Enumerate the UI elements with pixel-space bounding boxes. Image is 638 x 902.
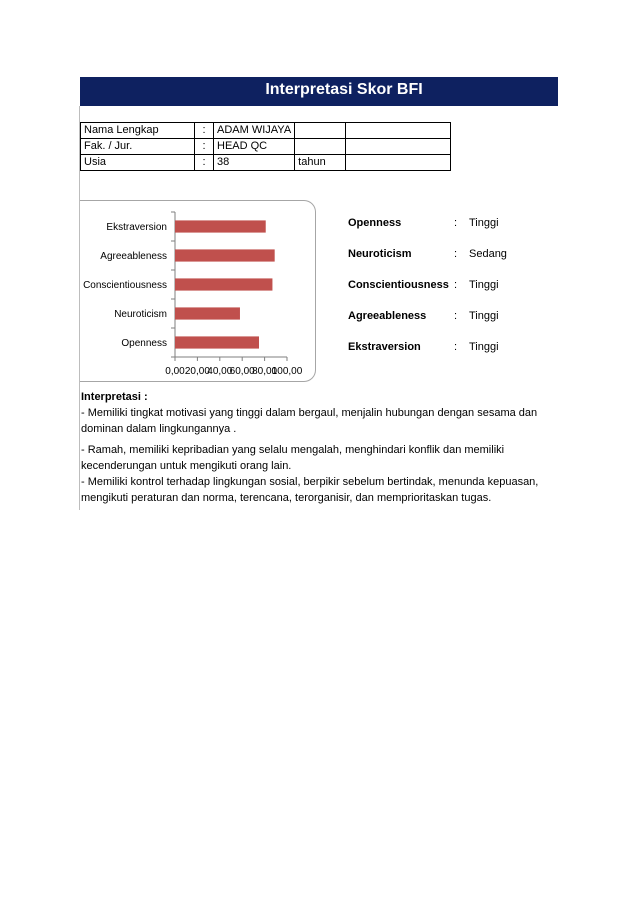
category-label: Neuroticism (114, 309, 167, 320)
bar-openness (175, 336, 259, 348)
table-row (81, 155, 451, 171)
result-trait: Conscientiousness (348, 279, 449, 291)
result-sep: : (454, 310, 458, 322)
title-bar (80, 77, 558, 106)
result-sep: : (454, 248, 458, 260)
interpretation-paragraph: - Memiliki tingkat motivasi yang tinggi dalam bergaul, menjalin hubungan dengan sesama dan dominan dalam lingkungannya . (81, 407, 538, 435)
faculty-value: HEAD QC (214, 139, 295, 155)
age-value: 38 (214, 155, 295, 171)
result-sep: : (454, 341, 458, 353)
x-tick-label: 0,00 (165, 366, 185, 377)
bar-neuroticism (175, 307, 240, 319)
result-trait: Agreeableness (348, 310, 427, 322)
result-sep: : (454, 279, 458, 291)
category-label: Agreeableness (100, 251, 167, 262)
table-row (81, 139, 451, 155)
interpretation-title: Interpretasi : (81, 391, 148, 403)
interpretation-paragraph: - Ramah, memiliki kepribadian yang selalu mengalah, menghindari konflik dan memiliki kecenderungan untuk mengikuti orang lain. (81, 444, 505, 472)
age-sep: : (195, 155, 214, 171)
bar-ekstraversion (175, 220, 266, 232)
interpretation-section (81, 389, 551, 506)
age-unit: tahun (295, 155, 346, 171)
result-sep: : (454, 217, 458, 229)
x-tick-label: 40,00 (207, 366, 233, 377)
result-trait: Ekstraversion (348, 341, 421, 353)
faculty-extra (295, 139, 346, 155)
profile-table (80, 122, 451, 171)
x-tick-label: 20,00 (184, 366, 210, 377)
faculty-sep: : (195, 139, 214, 155)
result-level: Tinggi (469, 217, 499, 229)
name-value: ADAM WIJAYA (214, 123, 295, 139)
x-tick-label: 80,00 (252, 366, 278, 377)
name-sep: : (195, 123, 214, 139)
page-title: Interpretasi Skor BFI (265, 81, 423, 98)
result-level: Tinggi (469, 341, 499, 353)
name-label: Nama Lengkap (81, 123, 195, 139)
empty-cell (346, 139, 451, 155)
result-level: Tinggi (469, 279, 499, 291)
result-trait: Neuroticism (348, 248, 412, 260)
x-tick-label: 60,00 (229, 366, 255, 377)
category-label: Openness (121, 338, 167, 349)
bar-agreeableness (175, 249, 275, 261)
table-row (81, 123, 451, 139)
empty-cell (346, 123, 451, 139)
faculty-label: Fak. / Jur. (81, 139, 195, 155)
empty-cell (346, 155, 451, 171)
name-extra (295, 123, 346, 139)
category-label: Ekstraversion (106, 222, 167, 233)
bar-conscientiousness (175, 278, 272, 290)
category-label: Conscientiousness (83, 280, 167, 291)
result-level: Sedang (469, 248, 507, 260)
age-label: Usia (81, 155, 195, 171)
result-trait: Openness (348, 217, 402, 229)
bfi-bar-chart (80, 200, 315, 382)
result-level: Tinggi (469, 310, 499, 322)
x-tick-label: 100,00 (271, 366, 303, 377)
interpretation-paragraph: - Memiliki kontrol terhadap lingkungan sosial, berpikir sebelum bertindak, menunda kepuasan, mengikuti peraturan dan norma, terencana, terorganisir, dan memprioritaskan tugas. (81, 476, 539, 504)
